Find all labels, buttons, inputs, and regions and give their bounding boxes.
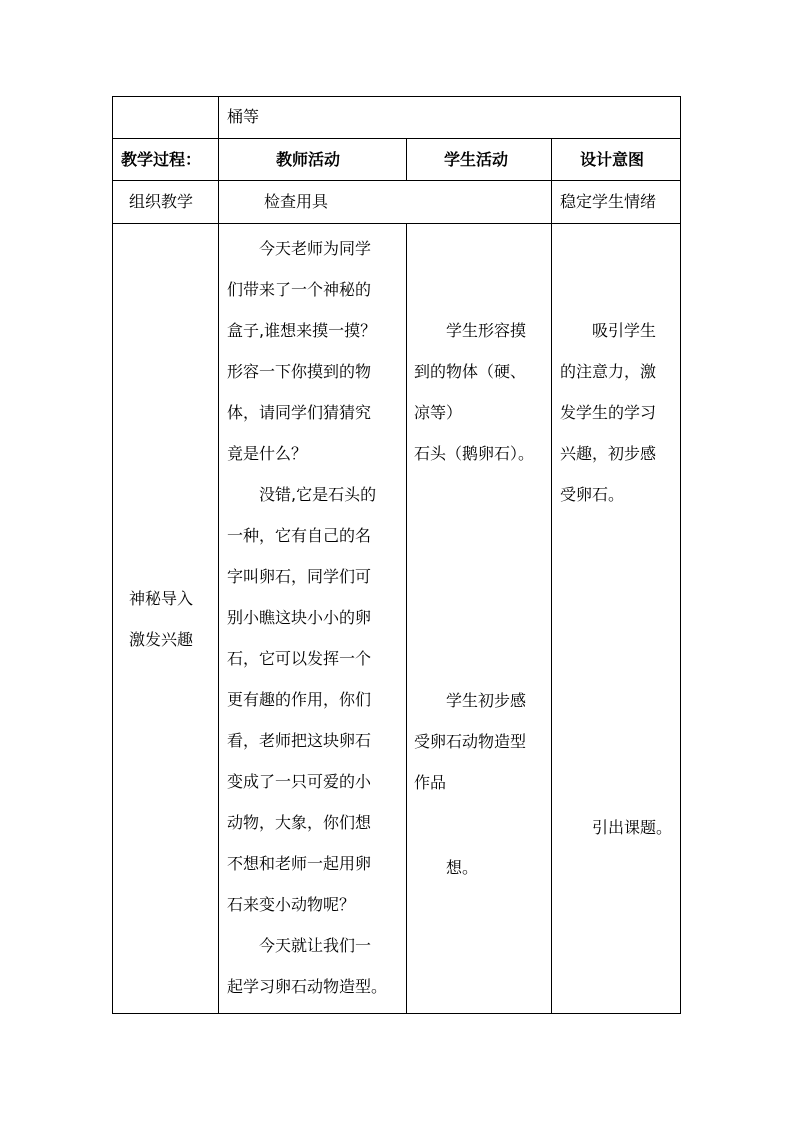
student-line: 作品	[414, 773, 447, 792]
teacher-line: 石来变小动物呢？	[227, 895, 356, 914]
table-rule	[112, 1013, 681, 1014]
student-activity-block-2	[414, 680, 526, 803]
stage-intro	[129, 578, 193, 660]
teacher-line: 变成了一只可爱的小	[227, 772, 372, 791]
table-rule	[551, 138, 552, 1014]
teacher-line: 字叫卵石，同学们可	[227, 567, 372, 586]
materials-tail-text: 桶等	[227, 107, 260, 126]
teacher-activity-text	[227, 228, 387, 1007]
design-line: 的注意力，激	[560, 362, 657, 381]
teacher-line: 更有趣的作用，你们	[227, 690, 372, 709]
student-line: 学生形容摸	[414, 321, 527, 340]
design-line: 发学生的学习	[560, 403, 657, 422]
table-rule	[218, 96, 219, 1014]
header-design-intent: 设计意图	[580, 150, 645, 169]
teacher-line: 别小瞧这块小小的卵	[227, 608, 372, 627]
teacher-line: 石，它可以发挥一个	[227, 649, 372, 668]
table-rule	[406, 138, 407, 181]
design-line: 吸引学生	[560, 321, 657, 340]
header-student-activity: 学生活动	[444, 150, 509, 169]
table-rule	[112, 96, 681, 97]
stage-line: 神秘导入	[129, 589, 194, 608]
design-stabilize: 稳定学生情绪	[560, 192, 657, 211]
teacher-line: 动物，大象，你们想	[227, 813, 372, 832]
teacher-line: 今天老师为同学	[227, 239, 372, 258]
table-rule	[112, 138, 681, 139]
teacher-line: 今天就让我们一	[227, 936, 372, 955]
teacher-line: 没错,它是石头的	[227, 485, 377, 504]
student-line: 想。	[414, 858, 479, 877]
teacher-line: 体，请同学们猜猜究	[227, 403, 372, 422]
design-line: 受卵石。	[560, 485, 625, 504]
activity-check-tools: 检查用具	[264, 192, 329, 211]
student-line: 到的物体（硬、	[414, 362, 527, 381]
table-rule	[680, 96, 681, 1014]
lesson-plan-table	[112, 96, 681, 1014]
design-line: 引出课题。	[560, 818, 673, 837]
table-rule	[112, 96, 113, 1014]
student-line: 受卵石动物造型	[414, 732, 527, 751]
student-line: 学生初步感	[414, 691, 527, 710]
design-intent-block-2	[560, 807, 672, 848]
teacher-line: 起学习卵石动物造型。	[227, 977, 388, 996]
teacher-line: 盒子,谁想来摸一摸？	[227, 321, 377, 340]
teacher-line: 竟是什么？	[227, 444, 308, 463]
teacher-line: 不想和老师一起用卵	[227, 854, 372, 873]
student-line: 石头（鹅卵石）。	[414, 444, 535, 463]
design-intent-block-1	[560, 310, 656, 515]
teacher-line: 形容一下你摸到的物	[227, 362, 372, 381]
header-teacher-activity: 教师活动	[276, 150, 341, 169]
teacher-line: 看，老师把这块卵石	[227, 731, 372, 750]
design-line: 兴趣，初步感	[560, 444, 657, 463]
table-rule	[406, 223, 407, 1014]
table-rule	[112, 223, 681, 224]
student-line: 凉等）	[414, 403, 463, 422]
student-activity-block-3	[414, 847, 478, 888]
header-teaching-process: 教学过程：	[121, 150, 202, 169]
teacher-line: 们带来了一个神秘的	[227, 280, 372, 299]
teacher-line: 一种，它有自己的名	[227, 526, 372, 545]
table-rule	[112, 180, 681, 181]
stage-line: 激发兴趣	[129, 630, 194, 649]
student-activity-block-1	[414, 310, 534, 474]
stage-organize: 组织教学	[129, 192, 194, 211]
